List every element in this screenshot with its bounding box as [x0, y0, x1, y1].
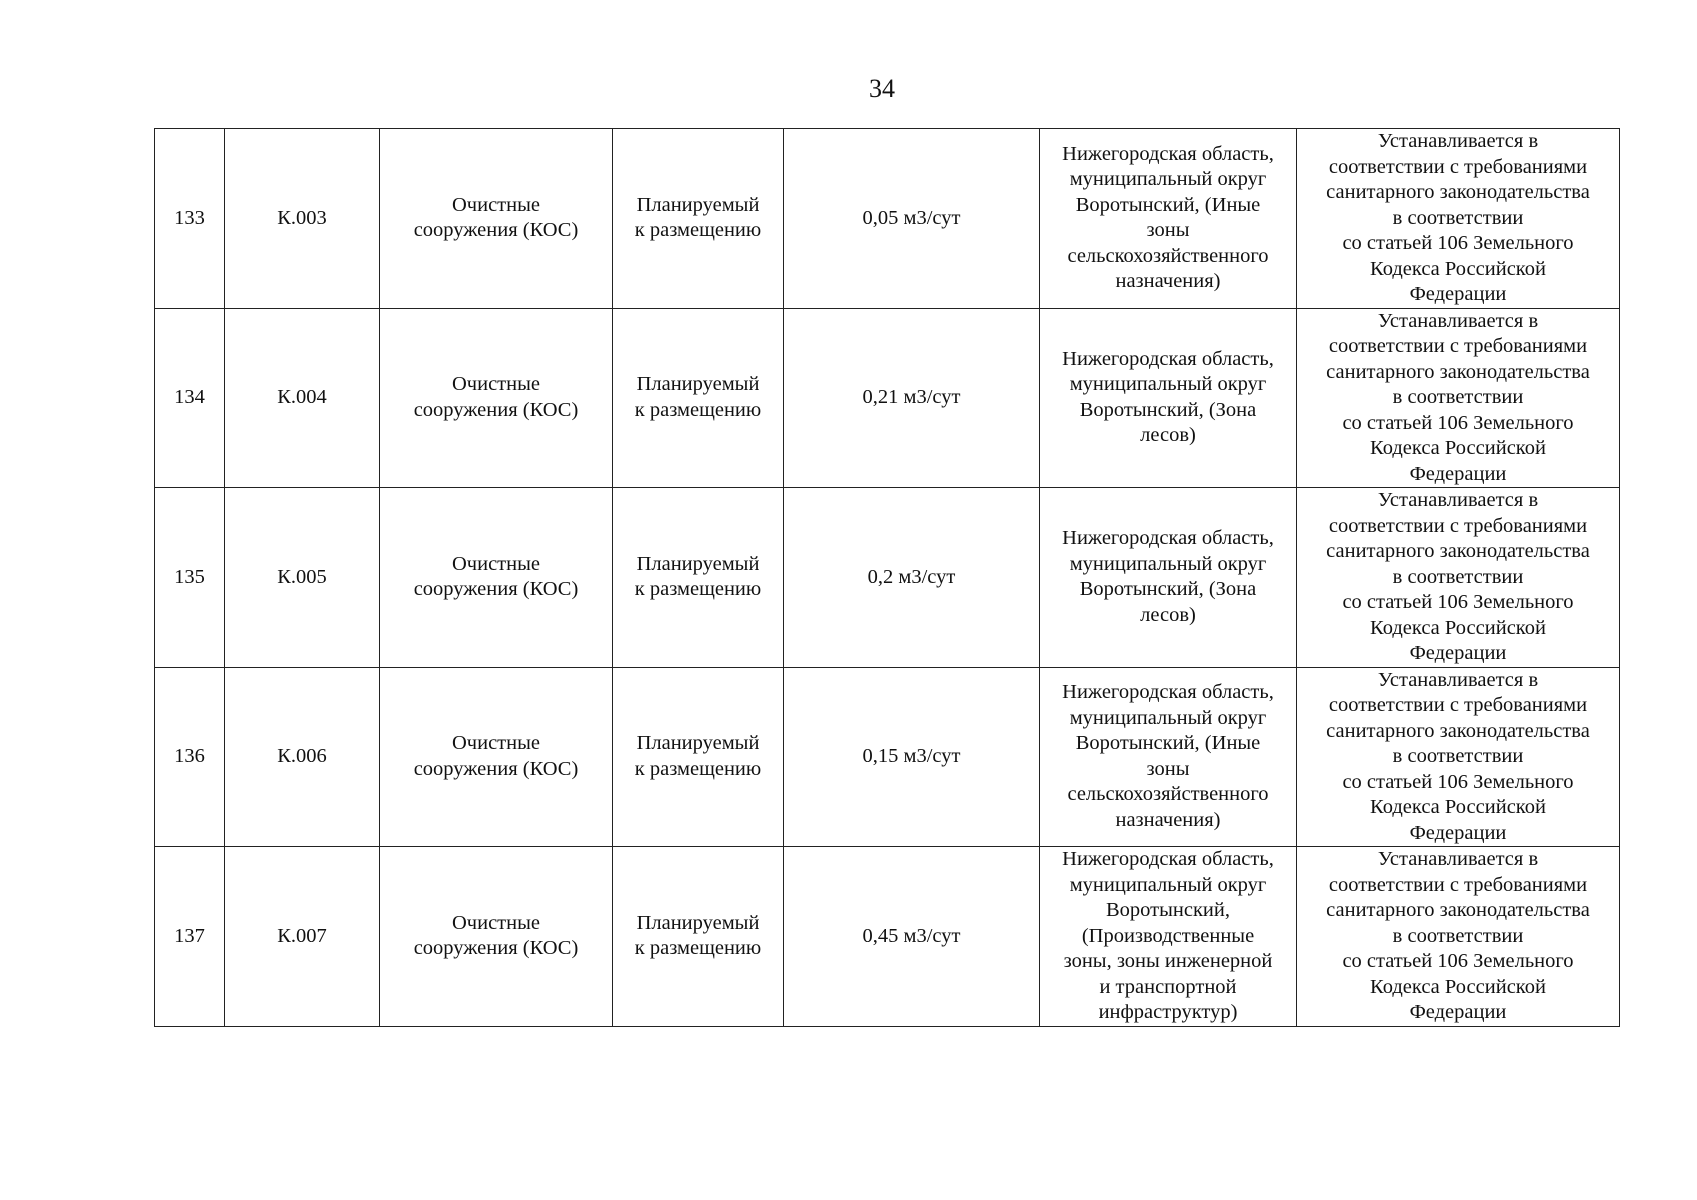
- capacity-cell: 0,05 м3/сут: [784, 129, 1040, 309]
- location-zone-cell-line: сельскохозяйственного: [1067, 783, 1269, 806]
- location-zone-cell-line: назначения): [1115, 808, 1221, 831]
- protection-zone-note-cell-line: Устанавливается в: [1377, 309, 1539, 332]
- row-number-cell: 135: [155, 488, 225, 668]
- object-code-cell: К.004: [225, 308, 380, 488]
- location-zone-cell: [1040, 129, 1297, 309]
- row-number-cell: 134: [155, 308, 225, 488]
- location-zone-cell-line: Воротынский, (Зона: [1079, 398, 1257, 421]
- location-zone-cell-line: Нижегородская область,: [1062, 347, 1274, 370]
- object-status-cell-line: Планируемый: [636, 373, 760, 396]
- protection-zone-note-cell: [1297, 129, 1620, 309]
- object-status-cell: [613, 847, 784, 1027]
- protection-zone-note-cell: [1297, 847, 1620, 1027]
- location-zone-cell-line: зоны: [1146, 757, 1190, 780]
- protection-zone-note-cell-line: Федерации: [1409, 283, 1507, 305]
- location-zone-cell-line: и транспортной: [1099, 975, 1237, 998]
- protection-zone-note-cell-line: со статьей 106 Земельного: [1342, 591, 1574, 613]
- object-status-cell: [613, 667, 784, 847]
- protection-zone-note-cell-line: Федерации: [1409, 462, 1507, 485]
- object-name-cell: [380, 488, 613, 668]
- protection-zone-note-cell-line: в соответствии: [1392, 386, 1524, 408]
- object-status-cell-line: к размещению: [634, 398, 762, 421]
- protection-zone-note-cell-line: Федерации: [1409, 821, 1507, 844]
- protection-zone-note-cell-line: Кодекса Российской: [1370, 257, 1546, 280]
- location-zone-cell-line: Нижегородская область,: [1062, 142, 1274, 165]
- object-name-cell-line: Очистные: [452, 911, 540, 934]
- capacity-cell: 0,45 м3/сут: [784, 847, 1040, 1027]
- object-status-cell-line: к размещению: [634, 937, 762, 960]
- row-number-cell: 136: [155, 667, 225, 847]
- location-zone-cell-line: Воротынский, (Иные: [1075, 732, 1261, 755]
- table-row: [155, 308, 1620, 488]
- protection-zone-note-cell-line: Устанавливается в: [1377, 489, 1539, 511]
- protection-zone-note-cell-line: в соответствии: [1392, 924, 1524, 947]
- object-status-cell-line: Планируемый: [636, 552, 760, 575]
- objects-table: [154, 128, 1620, 1027]
- location-zone-cell-line: инфраструктур): [1098, 1001, 1238, 1023]
- protection-zone-note-cell-line: со статьей 106 Земельного: [1342, 232, 1574, 254]
- location-zone-cell: [1040, 847, 1297, 1027]
- object-name-cell-line: сооружения (КОС): [413, 757, 579, 780]
- capacity-cell: 0,2 м3/сут: [784, 488, 1040, 668]
- location-zone-cell-line: зоны: [1146, 219, 1190, 242]
- location-zone-cell-line: Нижегородская область,: [1062, 527, 1274, 550]
- location-zone-cell-line: Нижегородская область,: [1062, 681, 1274, 704]
- location-zone-cell-line: муниципальный округ: [1069, 706, 1267, 729]
- page-number: 34: [869, 74, 895, 103]
- protection-zone-note-cell-line: в соответствии: [1392, 745, 1524, 767]
- location-zone-cell-line: Воротынский, (Иные: [1075, 193, 1261, 216]
- row-number-cell: 137: [155, 847, 225, 1027]
- protection-zone-note-cell-line: Федерации: [1409, 1001, 1507, 1023]
- location-zone-cell-line: лесов): [1140, 424, 1196, 447]
- protection-zone-note-cell-line: со статьей 106 Земельного: [1342, 770, 1574, 793]
- protection-zone-note-cell-line: Кодекса Российской: [1370, 616, 1546, 639]
- object-name-cell-line: сооружения (КОС): [413, 219, 579, 242]
- object-name-cell-line: сооружения (КОС): [413, 937, 579, 960]
- location-zone-cell-line: зоны, зоны инженерной: [1063, 950, 1273, 972]
- object-status-cell-line: Планируемый: [636, 732, 760, 755]
- location-zone-cell-line: сельскохозяйственного: [1067, 244, 1269, 267]
- object-status-cell-line: Планируемый: [636, 911, 760, 934]
- protection-zone-note-cell-line: Устанавливается в: [1377, 848, 1539, 870]
- location-zone-cell: [1040, 667, 1297, 847]
- object-name-cell-line: Очистные: [452, 732, 540, 755]
- location-zone-cell-line: муниципальный округ: [1069, 373, 1267, 396]
- location-zone-cell: [1040, 488, 1297, 668]
- object-name-cell-line: сооружения (КОС): [413, 398, 579, 421]
- location-zone-cell-line: муниципальный округ: [1069, 873, 1267, 896]
- table-row: [155, 129, 1620, 309]
- table-row: [155, 488, 1620, 668]
- object-status-cell-line: к размещению: [634, 578, 762, 601]
- capacity-cell: 0,21 м3/сут: [784, 308, 1040, 488]
- protection-zone-note-cell-line: санитарного законодательства: [1326, 540, 1590, 562]
- protection-zone-note-cell-line: Устанавливается в: [1377, 130, 1539, 152]
- object-code-cell: К.007: [225, 847, 380, 1027]
- location-zone-cell-line: Воротынский,: [1106, 899, 1230, 921]
- row-number-cell: 133: [155, 129, 225, 309]
- location-zone-cell-line: муниципальный округ: [1069, 552, 1267, 575]
- protection-zone-note-cell: [1297, 308, 1620, 488]
- protection-zone-note-cell-line: санитарного законодательства: [1326, 899, 1590, 921]
- protection-zone-note-cell-line: Кодекса Российской: [1370, 975, 1546, 998]
- protection-zone-note-cell-line: соответствии с требованиями: [1328, 155, 1588, 178]
- location-zone-cell: [1040, 308, 1297, 488]
- protection-zone-note-cell-line: соответствии с требованиями: [1328, 335, 1588, 357]
- object-status-cell: [613, 488, 784, 668]
- location-zone-cell-line: назначения): [1115, 270, 1221, 293]
- protection-zone-note-cell: [1297, 488, 1620, 668]
- table-row: [155, 667, 1620, 847]
- object-code-cell: К.005: [225, 488, 380, 668]
- object-name-cell: [380, 847, 613, 1027]
- object-name-cell: [380, 129, 613, 309]
- protection-zone-note-cell-line: соответствии с требованиями: [1328, 873, 1588, 896]
- protection-zone-note-cell-line: санитарного законодательства: [1326, 719, 1590, 742]
- object-code-cell: К.006: [225, 667, 380, 847]
- protection-zone-note-cell-line: санитарного законодательства: [1326, 181, 1590, 203]
- protection-zone-note-cell-line: Кодекса Российской: [1370, 796, 1546, 818]
- protection-zone-note-cell-line: Федерации: [1409, 642, 1507, 664]
- capacity-cell: 0,15 м3/сут: [784, 667, 1040, 847]
- location-zone-cell-line: муниципальный округ: [1069, 168, 1267, 191]
- location-zone-cell-line: лесов): [1140, 603, 1196, 626]
- object-name-cell-line: Очистные: [452, 193, 540, 216]
- object-name-cell-line: Очистные: [452, 373, 540, 396]
- protection-zone-note-cell-line: санитарного законодательства: [1326, 360, 1590, 383]
- protection-zone-note-cell-line: Кодекса Российской: [1370, 437, 1546, 459]
- protection-zone-note-cell-line: со статьей 106 Земельного: [1342, 950, 1574, 972]
- object-name-cell: [380, 308, 613, 488]
- object-status-cell: [613, 129, 784, 309]
- object-status-cell-line: Планируемый: [636, 193, 760, 216]
- object-code-cell: К.003: [225, 129, 380, 309]
- table-body: [155, 129, 1620, 1027]
- object-status-cell-line: к размещению: [634, 757, 762, 780]
- table-row: [155, 847, 1620, 1027]
- protection-zone-note-cell-line: Устанавливается в: [1377, 668, 1539, 691]
- object-status-cell: [613, 308, 784, 488]
- location-zone-cell-line: (Производственные: [1081, 924, 1255, 947]
- object-name-cell-line: сооружения (КОС): [413, 578, 579, 601]
- object-name-cell-line: Очистные: [452, 552, 540, 575]
- protection-zone-note-cell-line: соответствии с требованиями: [1328, 514, 1588, 537]
- location-zone-cell-line: Воротынский, (Зона: [1079, 578, 1257, 601]
- object-name-cell: [380, 667, 613, 847]
- protection-zone-note-cell: [1297, 667, 1620, 847]
- protection-zone-note-cell-line: в соответствии: [1392, 206, 1524, 229]
- protection-zone-note-cell-line: соответствии с требованиями: [1328, 694, 1588, 716]
- protection-zone-note-cell-line: со статьей 106 Земельного: [1342, 411, 1574, 434]
- location-zone-cell-line: Нижегородская область,: [1062, 848, 1274, 870]
- object-status-cell-line: к размещению: [634, 219, 762, 242]
- protection-zone-note-cell-line: в соответствии: [1392, 565, 1524, 588]
